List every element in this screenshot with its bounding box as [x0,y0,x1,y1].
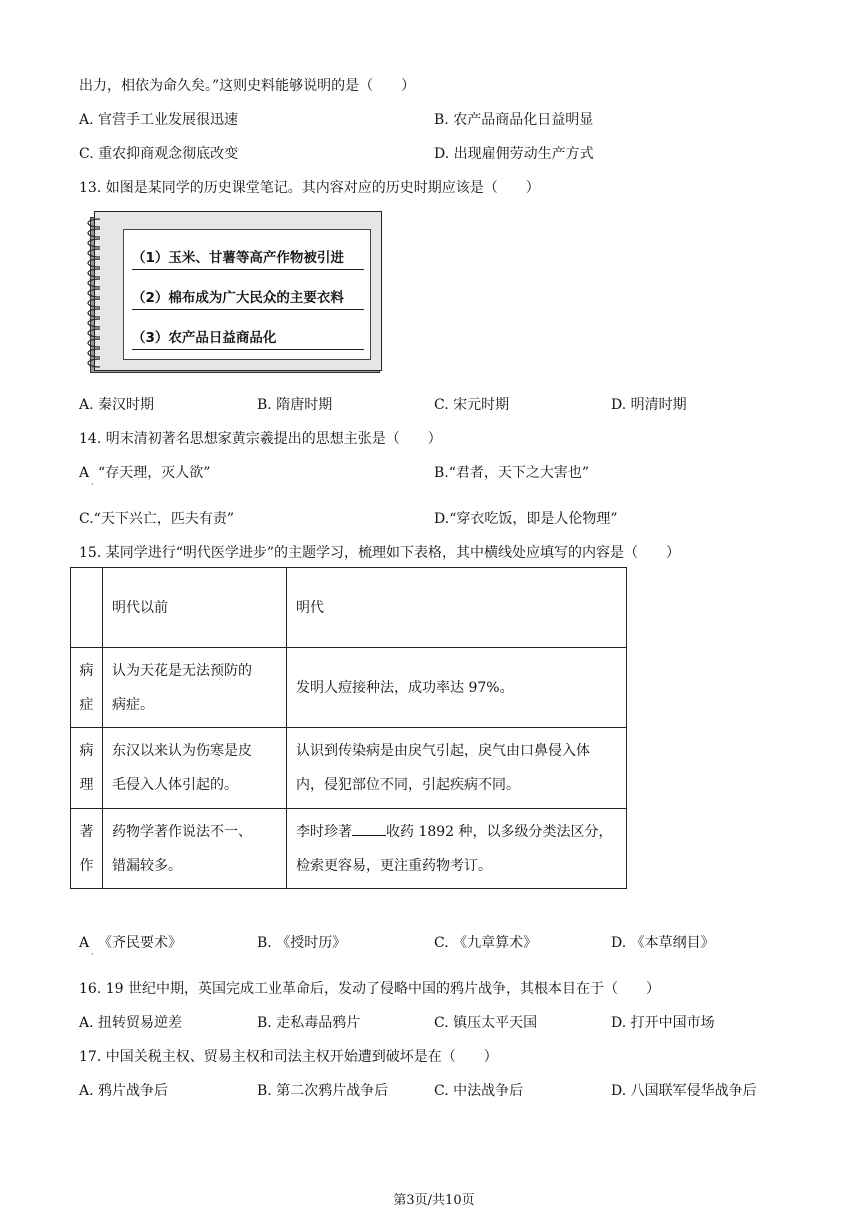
q16-option-b[interactable]: B. 走私毒品鸦片 [257,1015,361,1031]
table-header-row [71,568,627,648]
q13-option-d[interactable]: D. 明清时期 [611,397,687,413]
question-15-stem: 15. 某同学进行“明代医学进步”的主题学习，梳理如下表格，其中横线处应填写的内容是（ ） [79,545,681,561]
note-line-2: （2）棉布成为广大民众的主要衣料 [132,286,364,310]
row-label: 病 症 [71,648,103,728]
q15-option-c[interactable]: C. 《九章算术》 [434,935,538,951]
q12-option-c[interactable]: C. 重农抑商观念彻底改变 [79,146,239,162]
q14-option-c[interactable]: C.“天下兴亡，匹夫有责” [79,511,234,527]
q15-option-d[interactable]: D. 《本草纲目》 [611,935,715,951]
q13-option-b[interactable]: B. 隋唐时期 [257,397,333,413]
table-header-cell: 明代 [287,568,627,648]
option-dot-mark: · [91,480,94,489]
q16-option-a[interactable]: A. 扭转贸易逆差 [79,1015,183,1031]
q17-option-a[interactable]: A. 鸦片战争后 [79,1083,169,1099]
page-number: 第3页/共10页 [393,1193,475,1208]
spiral-binding-icon [82,215,112,371]
q15-option-a[interactable]: A 《齐民要术》 [79,935,183,951]
question-17-stem: 17. 中国关税主权、贸易主权和司法主权开始遭到破坏是在（ ） [79,1049,498,1065]
table-cell: 李时珍著 收药 1892 种，以多级分类法区分， 检索更容易，更注重药物考订。 [287,809,627,889]
fill-in-blank[interactable] [352,823,386,836]
table-cell: 东汉以来认为伤寒是皮 毛侵入人体引起的。 [103,728,287,809]
question-12-stem: 出力，相依为命久矣。”这则史料能够说明的是（ ） [79,78,416,94]
question-14-stem: 14. 明末清初著名思想家黄宗羲提出的思想主张是（ ） [79,431,442,447]
table-cell: 认识到传染病是由戾气引起，戾气由口鼻侵入体 内，侵犯部位不同，引起疾病不同。 [287,728,627,809]
table-row [71,728,627,809]
row-label: 病 理 [71,728,103,809]
table-cell: 认为天花是无法预防的 病症。 [103,648,287,728]
q16-option-d[interactable]: D. 打开中国市场 [611,1015,715,1031]
table-row [71,648,627,728]
note-line-1: （1）玉米、甘薯等高产作物被引进 [132,246,364,270]
table-header-cell: 明代以前 [103,568,287,648]
q16-option-c[interactable]: C. 镇压太平天国 [434,1015,538,1031]
table-cell: 药物学著作说法不一、 错漏较多。 [103,809,287,889]
notebook-figure [82,211,382,374]
table-header-cell [71,568,103,648]
q17-option-d[interactable]: D. 八国联军侵华战争后 [611,1083,757,1099]
q17-option-b[interactable]: B. 第二次鸦片战争后 [257,1083,389,1099]
q12-option-a[interactable]: A. 官营手工业发展很迅速 [79,112,239,128]
notebook-page [94,211,382,371]
option-dot-mark: · [91,950,94,959]
q13-option-a[interactable]: A. 秦汉时期 [79,397,155,413]
question-16-stem: 16. 19 世纪中期，英国完成工业革命后，发动了侵略中国的鸦片战争，其根本目在于（ ） [79,981,660,997]
notebook-note-area [123,229,371,360]
table-cell: 发明人痘接种法，成功率达 97%。 [287,648,627,728]
question-13-stem: 13. 如图是某同学的历史课堂笔记。其内容对应的历史时期应该是（ ） [79,180,540,196]
q14-option-a[interactable]: A “存天理，灭人欲” [79,465,211,481]
table-row [71,809,627,889]
note-line-3: （3）农产品日益商品化 [132,326,364,350]
q12-option-d[interactable]: D. 出现雇佣劳动生产方式 [434,146,594,162]
q17-option-c[interactable]: C. 中法战争后 [434,1083,524,1099]
row-label: 著 作 [71,809,103,889]
medicine-comparison-table [70,567,627,889]
q15-option-b[interactable]: B. 《授时历》 [257,935,347,951]
q13-option-c[interactable]: C. 宋元时期 [434,397,510,413]
q12-option-b[interactable]: B. 农产品商品化日益明显 [434,112,594,128]
q14-option-b[interactable]: B.“君者，天下之大害也” [434,465,590,481]
q14-option-d[interactable]: D.“穿衣吃饭，即是人伦物理” [434,511,618,527]
